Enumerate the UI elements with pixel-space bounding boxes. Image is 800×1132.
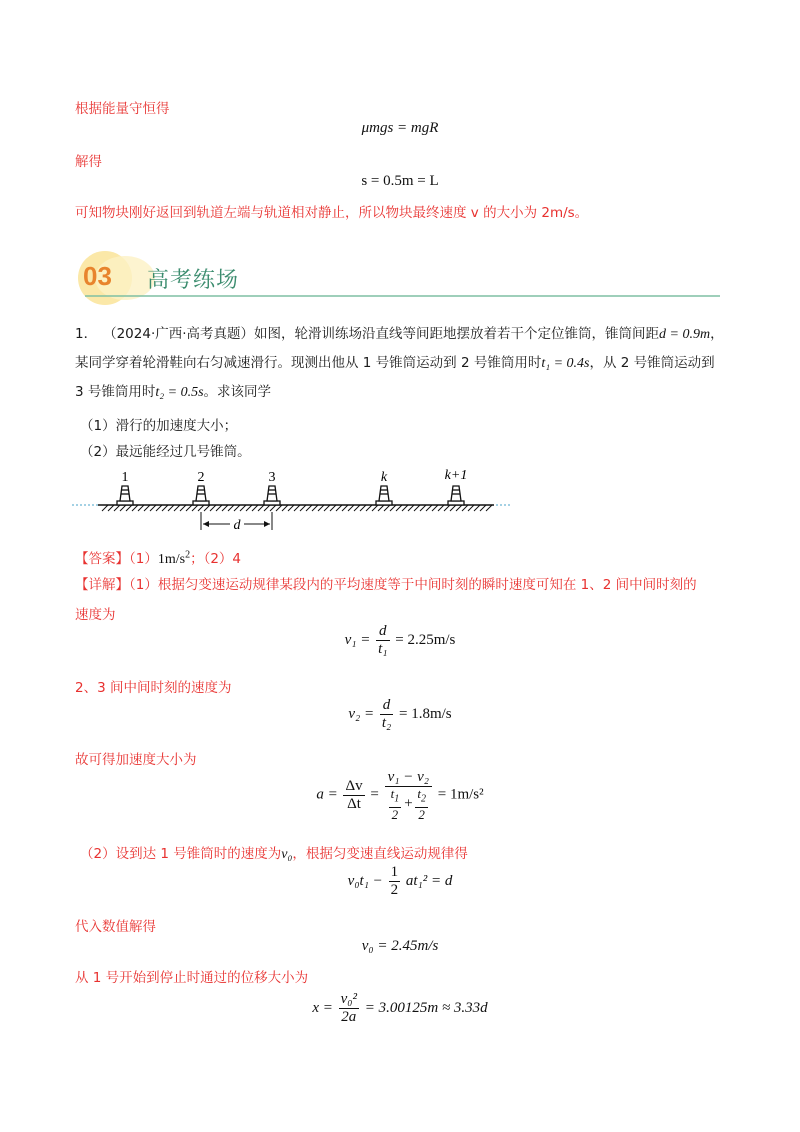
equation-v2: v₂ = $\frac{d}{\text{t₂}}$ = 1.8m/s [348, 697, 452, 731]
question-line-1: 1． （2024·广西·高考真题）如图，轮滑训练场沿直线等间距地摆放着若干个定位锥筒，锥筒间距d = 0.9m， [75, 326, 724, 342]
section-header [75, 247, 725, 307]
cone-label-k-plus-1: k+1 [444, 468, 468, 483]
answer-line: 【答案】$(1)1m/s^2$；（2）4 [75, 549, 242, 567]
equation-kinematics: v₀t₁ − $\frac{1}{2}$ at₁² = d [347, 864, 453, 898]
sub-question-2: （2）最远能经过几号锥筒。 [80, 444, 251, 460]
equation-energy: μmgs = mgR [361, 120, 439, 136]
t1-value: t₁ = 0.4s [541, 356, 590, 371]
d-value: d = 0.9m [659, 327, 711, 342]
section-title: 高考练场 [147, 268, 240, 293]
question-line-3: 3 号锥筒用时t₂ = 0.5s。求该同学 [75, 384, 272, 400]
t2-value: t₂ = 0.5s [155, 385, 204, 400]
d-label: d [233, 518, 241, 533]
cone-label-3: 3 [268, 470, 276, 485]
detail-line-2: 速度为 [75, 607, 116, 623]
equation-s: s = 0.5m = L [361, 173, 439, 189]
detail-line-1: 【详解】（1）根据匀变速运动规律某段内的平均速度等于中间时刻的瞬时速度可知在 1、2 间中间时刻的 [75, 577, 697, 593]
substitute-text: 代入数值解得 [75, 919, 156, 935]
displacement-label: 从 1 号开始到停止时通过的位移大小为 [75, 970, 309, 986]
equation-v1: v₁ = $\frac{d}{\text{t₁}}$ = 2.25m/s [344, 623, 456, 657]
answer-tag: 【答案】 [75, 551, 129, 567]
cone-label-2: 2 [197, 470, 205, 485]
solve-text-1: 解得 [75, 154, 102, 170]
cone-figure [72, 466, 512, 538]
equation-displacement: x = $\frac{\text{v₀²}}{2a}$ = 3.00125m ≈ 3.33d [312, 991, 488, 1025]
v0-symbol: v₀ [281, 847, 293, 862]
section-number: 03 [83, 261, 112, 291]
energy-conservation-text: 根据能量守恒得 [75, 101, 170, 117]
question-line-2: 某同学穿着轮滑鞋向右匀减速滑行。现测出他从 1 号锥筒运动到 2 号锥筒用时t₁ = 0.4s，从 2 号锥筒运动到 [75, 355, 715, 371]
question-source: （2024·广西·高考真题） [103, 326, 255, 342]
answer-accel: $1m/s^2$ [157, 549, 191, 567]
part2-line: （2）设到达 1 号锥筒时的速度为v₀，根据匀变速直线运动规律得 [80, 846, 468, 862]
sub-question-1: （1）滑行的加速度大小； [80, 418, 238, 434]
question-number: 1． [75, 326, 98, 342]
conclusion-text: 可知物块刚好返回到轨道左端与轨道相对静止，所以物块最终速度 v 的大小为 2m/s。 [75, 205, 589, 221]
v2-label: 2、3 间中间时刻的速度为 [75, 680, 232, 696]
detail-tag: 【详解】 [75, 577, 129, 593]
equation-accel: a = $\frac{\Delta v}{\Delta t}$ = v₁ − v₂ $\frac{t_1}{2}$ + $\frac{t_2}{2}$ = 1m/s² [316, 769, 484, 822]
equation-v0: v₀ = 2.45m/s [361, 938, 439, 954]
cone-label-1: 1 [121, 470, 129, 485]
cone-label-k: k [380, 470, 388, 485]
cone-diagram [72, 466, 512, 538]
accel-label: 故可得加速度大小为 [75, 752, 197, 768]
